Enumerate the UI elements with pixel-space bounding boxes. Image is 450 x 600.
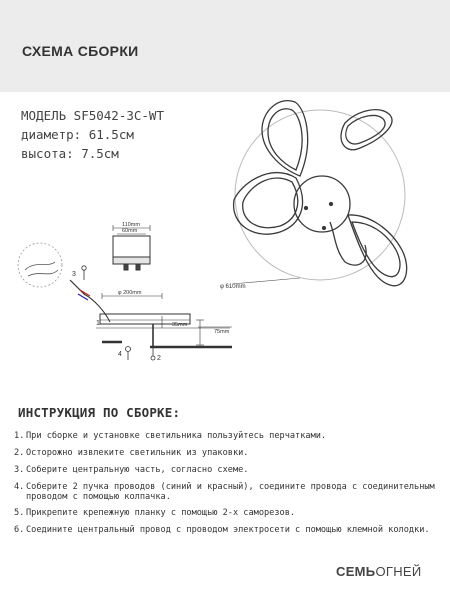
callout-2: 2 [157, 355, 161, 362]
wire-detail [18, 243, 110, 322]
instructions-title: ИНСТРУКЦИЯ ПО СБОРКЕ: [18, 405, 181, 420]
assembly-drawing [0, 92, 450, 382]
instruction-step-5: 5. Прикрепите крепежную планку с помощью 2-х саморезов. [14, 508, 296, 518]
brand-part-2: ОГНЕЙ [375, 564, 422, 579]
callout-1: 1 [96, 320, 100, 327]
instruction-step-2: 2. Осторожно извлеките светильник из упаковки. [14, 448, 249, 458]
spec-model: МОДЕЛЬ SF5042-3C-WT [21, 108, 164, 123]
brand-logo [336, 564, 422, 579]
instruction-step-3: 3. Соберите центральную часть, согласно схеме. [14, 465, 249, 475]
dim-60: 60mm [122, 228, 138, 234]
dim-75: 75mm [214, 329, 230, 335]
side-view [96, 293, 232, 347]
dim-diameter-610: φ 610mm [220, 284, 246, 290]
dim-200: φ 200mm [118, 290, 142, 296]
screw-4 [126, 347, 131, 361]
instruction-step-4: 4. Соберите 2 пучка проводов (синий и красный), соедините провода с соединительным проводом с помощью колпачка. [14, 482, 435, 502]
dim-110: 110mm [122, 222, 140, 228]
instruction-list [14, 431, 444, 535]
instruction-step-1: 1. При сборке и установке светильника пользуйтесь перчатками. [14, 431, 327, 441]
spec-diameter: диаметр: 61.5см [21, 127, 134, 142]
callout-3: 3 [72, 271, 76, 278]
instruction-step-6: 6. Соедините центральный провод с проводом электросети с помощью клемной колодки. [14, 525, 430, 535]
screw-2 [151, 340, 155, 360]
brand-part-1: СЕМЬ [336, 564, 376, 579]
chandelier-top-view [234, 101, 407, 286]
spec-height: высота: 7.5см [21, 146, 119, 161]
page-title: СХЕМА СБОРКИ [22, 43, 139, 59]
callout-4: 4 [118, 351, 122, 358]
dim-35: 35mm [172, 322, 188, 328]
screw-3 [82, 266, 86, 280]
